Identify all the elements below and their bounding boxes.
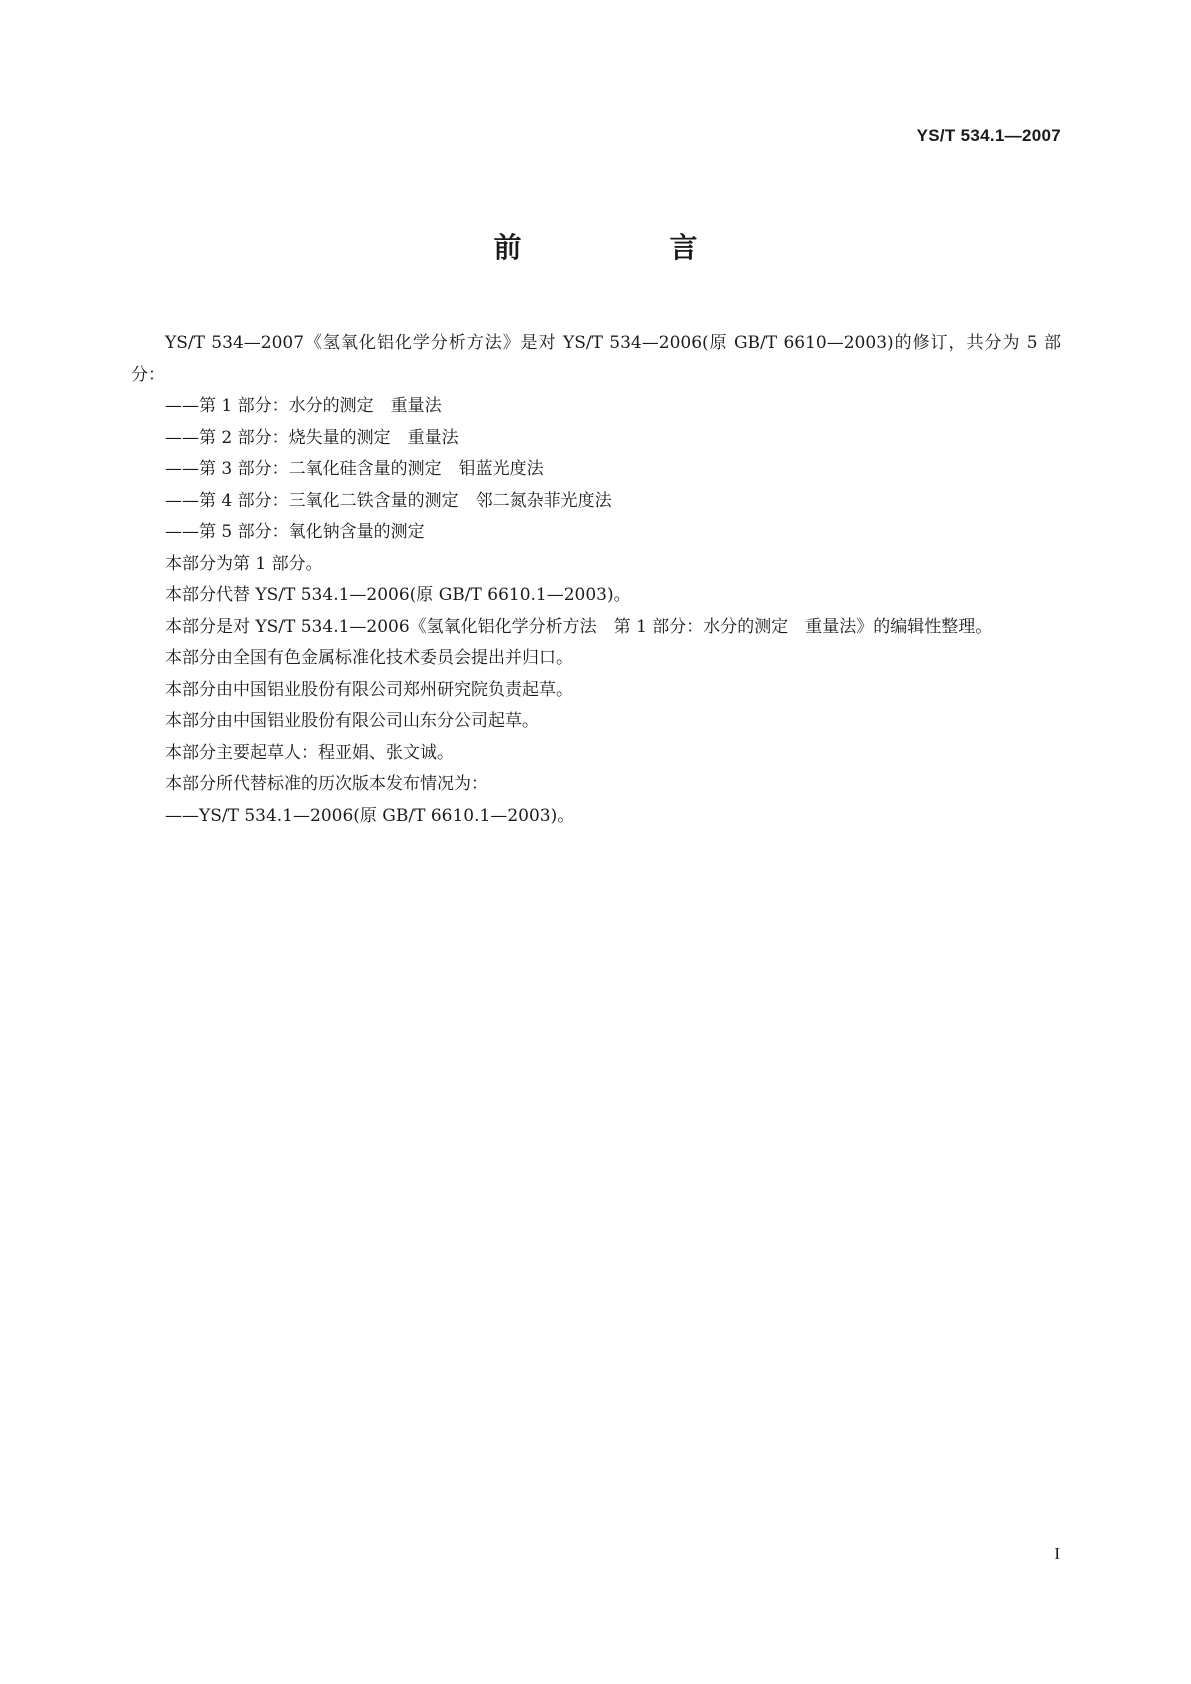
page-number: I	[1054, 1544, 1060, 1563]
part-list-item: ——第 4 部分：三氧化二铁含量的测定 邻二氮杂菲光度法	[165, 490, 612, 511]
statement-paragraph: 本部分代替 YS/T 534.1—2006(原 GB/T 6610.1—2003)。	[165, 585, 631, 605]
part-list-item: ——第 3 部分：二氧化硅含量的测定 钼蓝光度法	[165, 459, 544, 479]
part-list-item: ——第 1 部分：水分的测定 重量法	[165, 396, 442, 416]
statement-paragraph: 本部分为第 1 部分。	[165, 553, 323, 574]
intro-paragraph: YS/T 534—2007《氢氧化铝化学分析方法》是对 YS/T 534—2006(原 GB/T 6610—2003)的修订，共分为 5 部分：	[131, 333, 1061, 385]
foreword-body	[131, 328, 1061, 832]
statement-paragraph: 本部分主要起草人：程亚娟、张文诚。	[165, 742, 454, 763]
part-list-item: ——第 2 部分：烧失量的测定 重量法	[165, 427, 459, 448]
part-list-item: ——第 5 部分：氧化钠含量的测定	[165, 522, 425, 542]
statement-paragraph: 本部分是对 YS/T 534.1—2006《氢氧化铝化学分析方法 第 1 部分：水分的测定 重量法》的编辑性整理。	[165, 616, 993, 637]
statement-paragraph: 本部分由中国铝业股份有限公司郑州研究院负责起草。	[165, 679, 573, 700]
page-title: 前 言	[493, 231, 758, 264]
standard-code: YS/T 534.1—2007	[916, 126, 1061, 145]
statement-paragraph: 本部分所代替标准的历次版本发布情况为：	[165, 774, 488, 794]
statement-paragraph: 本部分由中国铝业股份有限公司山东分公司起草。	[165, 711, 539, 731]
statement-paragraph: 本部分由全国有色金属标准化技术委员会提出并归口。	[165, 648, 573, 668]
history-list-item: ——YS/T 534.1—2006(原 GB/T 6610.1—2003)。	[165, 805, 575, 826]
